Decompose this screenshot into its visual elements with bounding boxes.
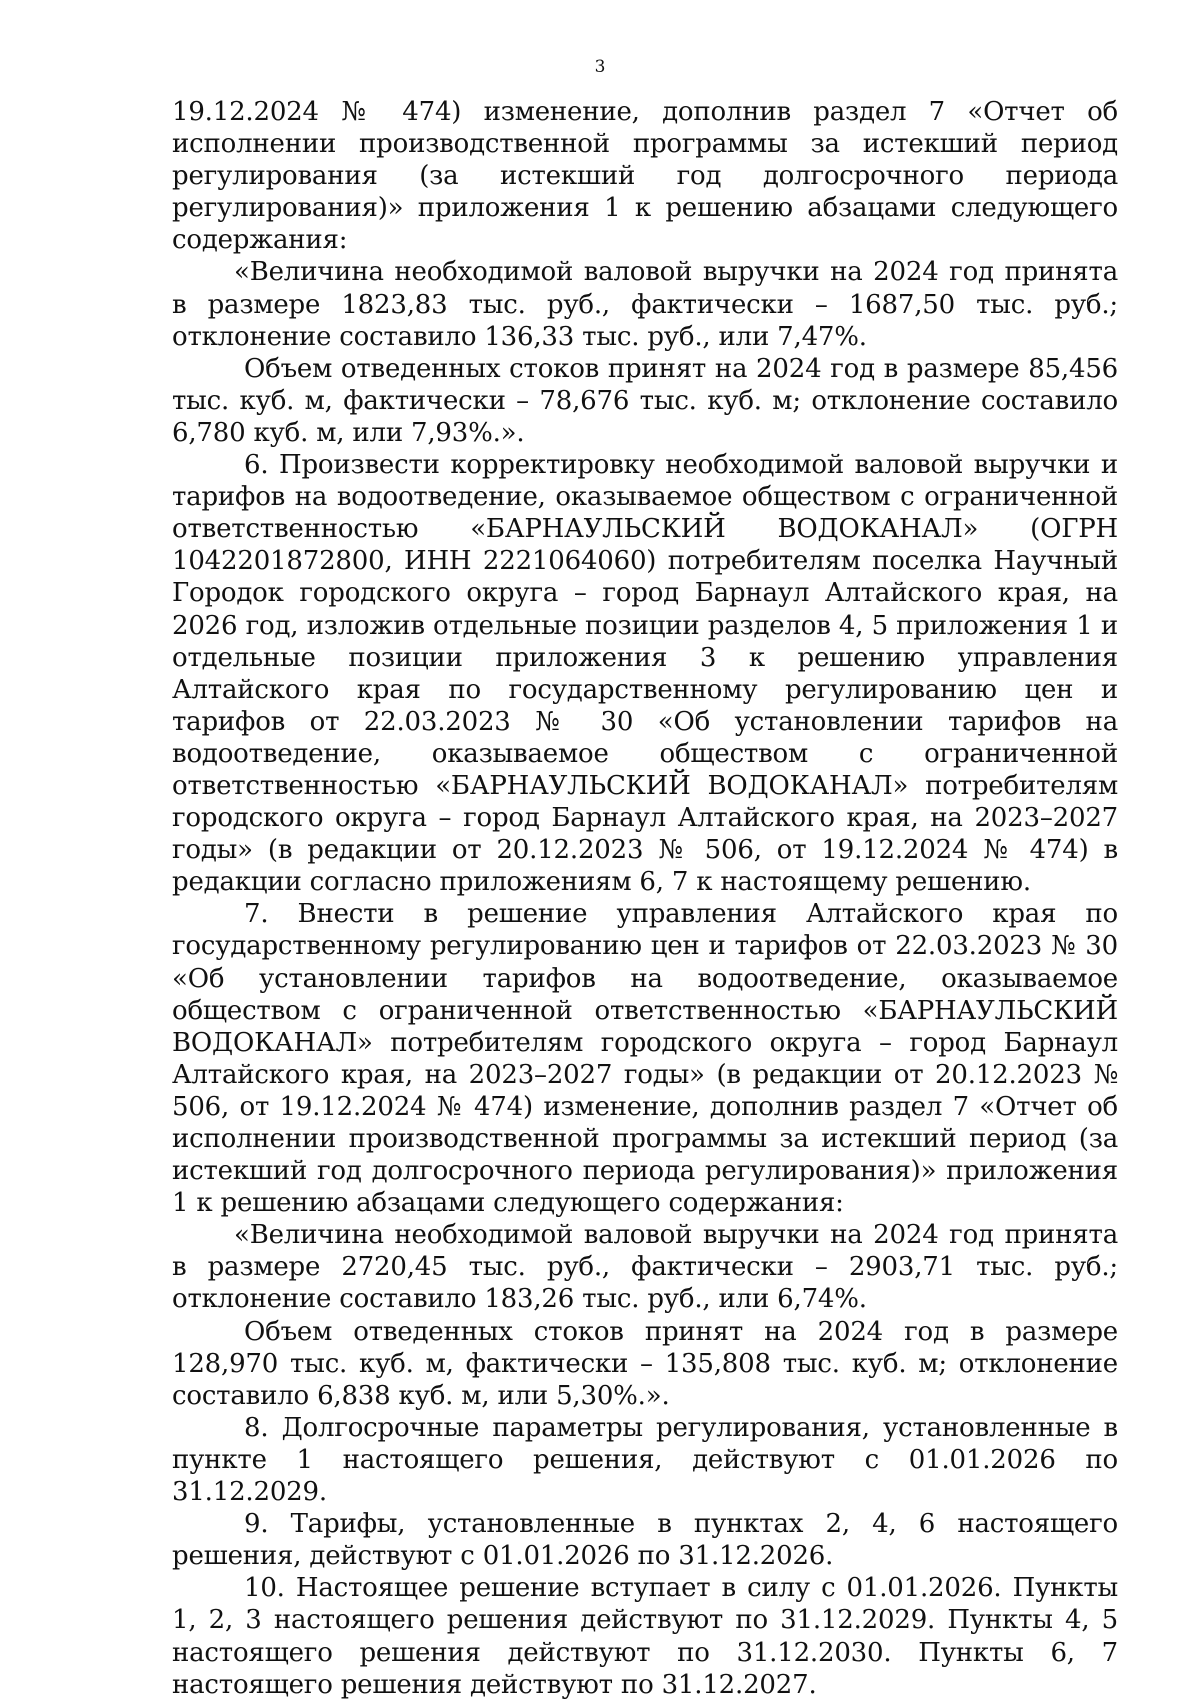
document-body bbox=[172, 96, 1118, 1701]
paragraph-quote-volume-1: Объем отведенных стоков принят на 2024 год в размере 85,456 тыс. куб. м, фактически – 78,676 тыс. куб. м; отклонение составило 6,780 куб. м, или 7,93%.». bbox=[172, 353, 1118, 448]
paragraph-item-6: 6. Произвести корректировку необходимой валовой выручки и тарифов на водоотведение, оказываемое обществом с ограниченной ответственностью «БАРНАУЛЬСКИЙ ВОДОКАНАЛ» (ОГРН 1042201872800, ИНН 2221064060) потребителям поселка Научный Городок городского округа – город Барнаул Алтайского края, на 2026 год, изложив отдельные позиции разделов 4, 5 приложения 1 и отдельные позиции приложения 3 к решению управления Алтайского края по государственному регулированию цен и тарифов от 22.03.2023 № 30 «Об установлении тарифов на водоотведение, оказываемое обществом с ограниченной ответственностью «БАРНАУЛЬСКИЙ ВОДОКАНАЛ» потребителям городского округа – город Барнаул Алтайского края, на 2023–2027 годы» (в редакции от 20.12.2023 № 506, от 19.12.2024 № 474) в редакции согласно приложениям 6, 7 к настоящему решению. bbox=[172, 450, 1118, 898]
paragraph-item-8: 8. Долгосрочные параметры регулирования, установленные в пункте 1 настоящего решения, действуют с 01.01.2026 по 31.12.2029. bbox=[172, 1412, 1118, 1508]
paragraph-quote-revenue-2: «Величина необходимой валовой выручки на 2024 год принята в размере 2720,45 тыс. руб., фактически – 2903,71 тыс. руб.; отклонение составило 183,26 тыс. руб., или 6,74%. bbox=[172, 1220, 1118, 1315]
paragraph-continuation: 19.12.2024 № 474) изменение, дополнив раздел 7 «Отчет об исполнении производственной программы за истекший период регулирования (за истекший год долгосрочного периода регулирования)» приложения 1 к решению абзацами следующего содержания: bbox=[172, 97, 1118, 256]
paragraph-quote-revenue-1: «Величина необходимой валовой выручки на 2024 год принята в размере 1823,83 тыс. руб., фактически – 1687,50 тыс. руб.; отклонение составило 136,33 тыс. руб., или 7,47%. bbox=[172, 257, 1118, 352]
paragraph-quote-volume-2: Объем отведенных стоков принят на 2024 год в размере 128,970 тыс. куб. м, фактически – 135,808 тыс. куб. м; отклонение составило 6,838 куб. м, или 5,30%.». bbox=[172, 1316, 1118, 1411]
paragraph-item-9: 9. Тарифы, установленные в пунктах 2, 4, 6 настоящего решения, действуют с 01.01.2026 по 31.12.2026. bbox=[172, 1509, 1118, 1572]
page-number: 3 bbox=[594, 57, 606, 77]
paragraph-item-7: 7. Внести в решение управления Алтайского края по государственному регулированию цен и тарифов от 22.03.2023 № 30 «Об установлении тарифов на водоотведение, оказываемое обществом с ограниченной ответственностью «БАРНАУЛЬСКИЙ ВОДОКАНАЛ» потребителям городского округа – город Барнаул Алтайского края, на 2023–2027 годы» (в редакции от 20.12.2023 № 506, от 19.12.2024 № 474) изменение, дополнив раздел 7 «Отчет об исполнении производственной программы за истекший период (за истекший год долгосрочного периода регулирования)» приложения 1 к решению абзацами следующего содержания: bbox=[172, 899, 1118, 1219]
paragraph-item-10: 10. Настоящее решение вступает в силу с 01.01.2026. Пункты 1, 2, 3 настоящего решения действуют по 31.12.2029. Пункты 4, 5 настоящего решения действуют по 31.12.2030. Пункты 6, 7 настоящего решения действуют по 31.12.2027. bbox=[172, 1573, 1118, 1700]
